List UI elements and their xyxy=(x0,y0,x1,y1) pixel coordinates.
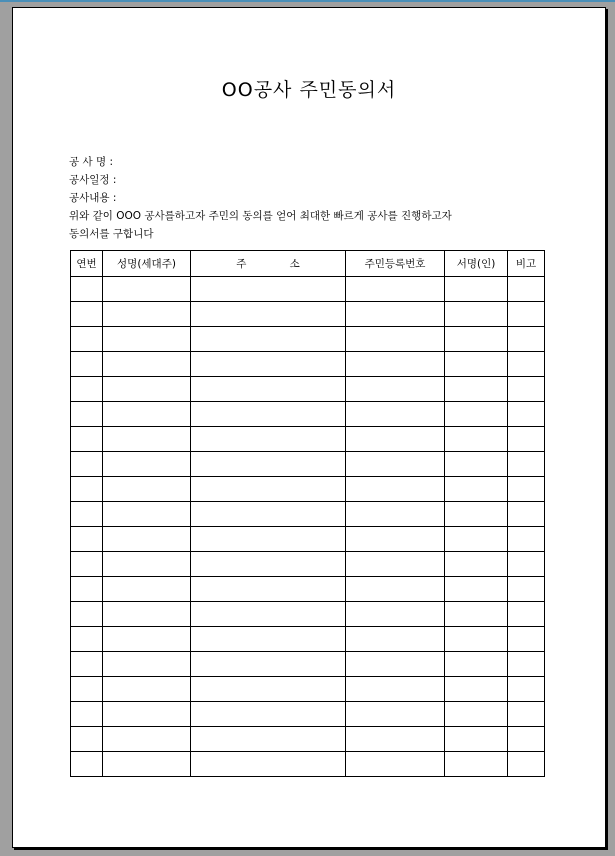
table-row xyxy=(71,477,545,502)
table-row xyxy=(71,602,545,627)
consent-request-text-line-2: 동의서를 구합니다 xyxy=(69,228,154,240)
cell-address[interactable] xyxy=(191,752,346,777)
cell-address[interactable] xyxy=(191,652,346,677)
cell-serial-number[interactable] xyxy=(71,602,103,627)
table-row xyxy=(71,652,545,677)
cell-registration-number[interactable] xyxy=(346,627,445,652)
cell-address[interactable] xyxy=(191,477,346,502)
table-row xyxy=(71,577,545,602)
cell-registration-number[interactable] xyxy=(346,602,445,627)
cell-name[interactable] xyxy=(103,602,191,627)
cell-remarks[interactable] xyxy=(508,552,545,577)
cell-remarks[interactable] xyxy=(508,352,545,377)
cell-address[interactable] xyxy=(191,577,346,602)
cell-signature[interactable] xyxy=(445,677,508,702)
cell-name[interactable] xyxy=(103,627,191,652)
cell-registration-number[interactable] xyxy=(346,702,445,727)
cell-signature[interactable] xyxy=(445,302,508,327)
cell-name[interactable] xyxy=(103,502,191,527)
info-block xyxy=(69,153,452,243)
cell-signature[interactable] xyxy=(445,602,508,627)
cell-address[interactable] xyxy=(191,452,346,477)
cell-signature[interactable] xyxy=(445,577,508,602)
cell-serial-number[interactable] xyxy=(71,652,103,677)
table-row xyxy=(71,302,545,327)
cell-address[interactable] xyxy=(191,602,346,627)
cell-serial-number[interactable] xyxy=(71,752,103,777)
cell-address[interactable] xyxy=(191,277,346,302)
cell-signature[interactable] xyxy=(445,727,508,752)
cell-registration-number[interactable] xyxy=(346,302,445,327)
cell-name[interactable] xyxy=(103,652,191,677)
table-row xyxy=(71,552,545,577)
cell-serial-number[interactable] xyxy=(71,302,103,327)
table-row xyxy=(71,452,545,477)
cell-serial-number[interactable] xyxy=(71,277,103,302)
cell-registration-number[interactable] xyxy=(346,552,445,577)
cell-remarks[interactable] xyxy=(508,627,545,652)
cell-serial-number[interactable] xyxy=(71,377,103,402)
table-row xyxy=(71,627,545,652)
cell-remarks[interactable] xyxy=(508,477,545,502)
cell-name[interactable] xyxy=(103,727,191,752)
cell-registration-number[interactable] xyxy=(346,677,445,702)
cell-registration-number[interactable] xyxy=(346,652,445,677)
cell-name[interactable] xyxy=(103,702,191,727)
cell-name[interactable] xyxy=(103,302,191,327)
cell-signature[interactable] xyxy=(445,502,508,527)
cell-name[interactable] xyxy=(103,427,191,452)
cell-remarks[interactable] xyxy=(508,427,545,452)
cell-remarks[interactable] xyxy=(508,302,545,327)
cell-signature[interactable] xyxy=(445,652,508,677)
cell-serial-number[interactable] xyxy=(71,452,103,477)
cell-name[interactable] xyxy=(103,527,191,552)
cell-address[interactable] xyxy=(191,627,346,652)
cell-registration-number[interactable] xyxy=(346,527,445,552)
cell-address[interactable] xyxy=(191,527,346,552)
cell-remarks[interactable] xyxy=(508,727,545,752)
cell-signature[interactable] xyxy=(445,527,508,552)
table-row xyxy=(71,327,545,352)
table-row xyxy=(71,427,545,452)
table-row xyxy=(71,402,545,427)
cell-signature[interactable] xyxy=(445,352,508,377)
cell-serial-number[interactable] xyxy=(71,427,103,452)
cell-remarks[interactable] xyxy=(508,527,545,552)
cell-remarks[interactable] xyxy=(508,377,545,402)
cell-address[interactable] xyxy=(191,377,346,402)
cell-remarks[interactable] xyxy=(508,277,545,302)
cell-registration-number[interactable] xyxy=(346,402,445,427)
table-body xyxy=(71,277,545,777)
cell-address[interactable] xyxy=(191,702,346,727)
cell-registration-number[interactable] xyxy=(346,277,445,302)
cell-signature[interactable] xyxy=(445,427,508,452)
header-resident-registration-number: 주민등록번호 xyxy=(346,251,445,277)
table-header-row xyxy=(71,251,545,277)
cell-signature[interactable] xyxy=(445,702,508,727)
cell-name[interactable] xyxy=(103,677,191,702)
table-row xyxy=(71,702,545,727)
cell-remarks[interactable] xyxy=(508,702,545,727)
cell-name[interactable] xyxy=(103,752,191,777)
cell-signature[interactable] xyxy=(445,277,508,302)
cell-serial-number[interactable] xyxy=(71,627,103,652)
cell-remarks[interactable] xyxy=(508,752,545,777)
cell-registration-number[interactable] xyxy=(346,727,445,752)
header-address: 주 소 xyxy=(191,251,346,277)
cell-address[interactable] xyxy=(191,677,346,702)
cell-registration-number[interactable] xyxy=(346,327,445,352)
cell-signature[interactable] xyxy=(445,627,508,652)
document-page xyxy=(12,7,606,848)
cell-address[interactable] xyxy=(191,727,346,752)
cell-remarks[interactable] xyxy=(508,652,545,677)
cell-signature[interactable] xyxy=(445,752,508,777)
cell-signature[interactable] xyxy=(445,552,508,577)
cell-serial-number[interactable] xyxy=(71,702,103,727)
cell-serial-number[interactable] xyxy=(71,352,103,377)
resident-consent-table xyxy=(70,250,545,777)
cell-serial-number[interactable] xyxy=(71,477,103,502)
cell-address[interactable] xyxy=(191,502,346,527)
cell-registration-number[interactable] xyxy=(346,427,445,452)
cell-serial-number[interactable] xyxy=(71,402,103,427)
cell-registration-number[interactable] xyxy=(346,577,445,602)
cell-signature[interactable] xyxy=(445,477,508,502)
table-row xyxy=(71,277,545,302)
cell-registration-number[interactable] xyxy=(346,377,445,402)
header-serial-number: 연번 xyxy=(71,251,103,277)
cell-serial-number[interactable] xyxy=(71,552,103,577)
cell-address[interactable] xyxy=(191,352,346,377)
cell-registration-number[interactable] xyxy=(346,752,445,777)
cell-name[interactable] xyxy=(103,477,191,502)
cell-remarks[interactable] xyxy=(508,502,545,527)
cell-registration-number[interactable] xyxy=(346,477,445,502)
cell-address[interactable] xyxy=(191,402,346,427)
cell-address[interactable] xyxy=(191,327,346,352)
cell-remarks[interactable] xyxy=(508,677,545,702)
cell-address[interactable] xyxy=(191,427,346,452)
cell-serial-number[interactable] xyxy=(71,577,103,602)
cell-signature[interactable] xyxy=(445,402,508,427)
cell-name[interactable] xyxy=(103,377,191,402)
header-remarks: 비고 xyxy=(508,251,545,277)
table-row xyxy=(71,727,545,752)
table-row xyxy=(71,352,545,377)
table-row xyxy=(71,377,545,402)
cell-registration-number[interactable] xyxy=(346,452,445,477)
cell-remarks[interactable] xyxy=(508,327,545,352)
cell-name[interactable] xyxy=(103,452,191,477)
cell-serial-number[interactable] xyxy=(71,727,103,752)
cell-address[interactable] xyxy=(191,302,346,327)
header-name-householder: 성명(세대주) xyxy=(103,251,191,277)
cell-serial-number[interactable] xyxy=(71,502,103,527)
cell-remarks[interactable] xyxy=(508,452,545,477)
cell-remarks[interactable] xyxy=(508,602,545,627)
cell-registration-number[interactable] xyxy=(346,352,445,377)
project-name-label: 공 사 명 : xyxy=(69,156,113,168)
cell-name[interactable] xyxy=(103,552,191,577)
table-row xyxy=(71,527,545,552)
cell-serial-number[interactable] xyxy=(71,527,103,552)
cell-signature[interactable] xyxy=(445,377,508,402)
table-row xyxy=(71,752,545,777)
project-schedule-label: 공사일정 : xyxy=(69,174,117,186)
table-row xyxy=(71,677,545,702)
table-row xyxy=(71,502,545,527)
cell-name[interactable] xyxy=(103,277,191,302)
cell-registration-number[interactable] xyxy=(346,502,445,527)
cell-remarks[interactable] xyxy=(508,402,545,427)
cell-serial-number[interactable] xyxy=(71,677,103,702)
cell-serial-number[interactable] xyxy=(71,327,103,352)
consent-request-text-line-1: 위와 같이 OOO 공사를하고자 주민의 동의를 얻어 최대한 빠르게 공사를 진행하고자 xyxy=(69,210,452,222)
cell-address[interactable] xyxy=(191,552,346,577)
document-title: OO공사 주민동의서 xyxy=(221,79,397,101)
project-content-label: 공사내용 : xyxy=(69,192,117,204)
header-signature: 서명(인) xyxy=(445,251,508,277)
cell-name[interactable] xyxy=(103,577,191,602)
cell-name[interactable] xyxy=(103,352,191,377)
cell-signature[interactable] xyxy=(445,327,508,352)
cell-name[interactable] xyxy=(103,327,191,352)
cell-remarks[interactable] xyxy=(508,577,545,602)
cell-signature[interactable] xyxy=(445,452,508,477)
window-top-strip xyxy=(0,0,615,2)
cell-name[interactable] xyxy=(103,402,191,427)
